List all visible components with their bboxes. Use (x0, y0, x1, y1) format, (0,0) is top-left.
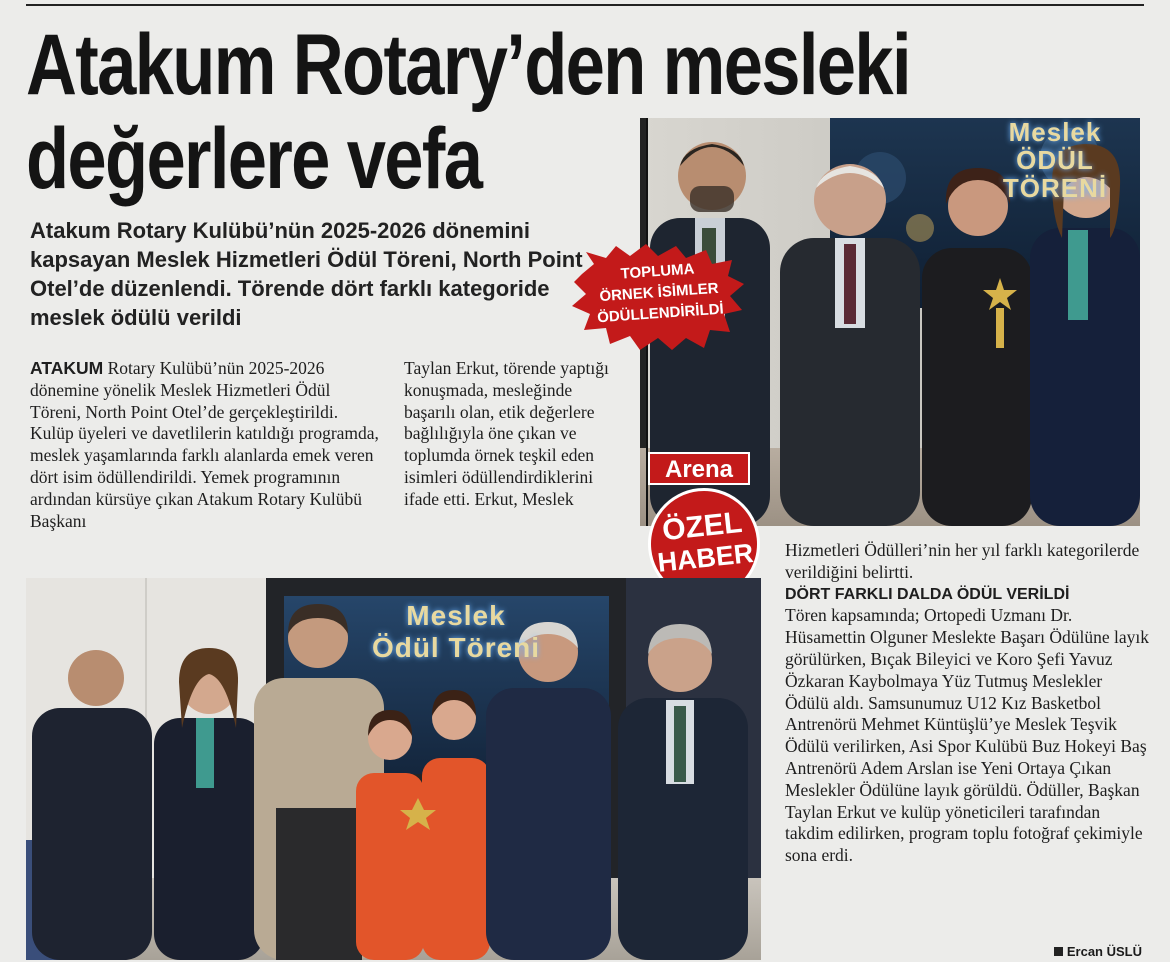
body-column-2-text: Taylan Erkut, törende yaptığı konuşmada, mesleğinde başarılı olan, etik değerlere bağlılığıyla öne çıkan ve toplumda örnek teşkil eden isimleri ödüllendirdiklerini ifade etti. Erkut, Meslek (404, 358, 609, 509)
photo1-screen-line1: Meslek (1008, 118, 1102, 147)
body-column-3-text: Tören kapsamında; Ortopedi Uzmanı Dr. Hüsamettin Olguner Meslekte Başarı Ödülüne layık görülürken, Bıçak Bileyici ve Koro Şefi Yavuz Özkaran Kaybolmaya Yüz Tutmuş Meslekler Ödülü aldı. Samsunumuz U12 Kız Basketbol Antrenörü Mehmet Küntüşlü’ye Meslek Teşvik Ödülü verilirken, Asi Spor Kulübü Buz Hokeyi Baş Antrenörü Adem Arslan ise Yeni Ortaya Çıkan Meslekler Ödülüne layık görüldü. Ödüller, Başkan Taylan Erkut ve kulüp yöneticileri tarafından takdim edilirken, program toplu fotoğraf çekimiyle sona erdi. (785, 605, 1150, 866)
byline-square-icon (1054, 947, 1063, 956)
body-column-1 (30, 358, 382, 532)
group-photo (26, 578, 761, 960)
section-subhead: DÖRT FARKLI DALDA ÖDÜL VERİLDİ (785, 585, 1070, 603)
body-column-1-text: Rotary Kulübü’nün 2025-2026 dönemine yönelik Meslek Hizmetleri Ödül Töreni, North Point Otel’de gerçekleştirildi. Kulüp üyeleri ve davetlilerin katıldığı programda, meslek yaşamlarında farklı alanlarda emek veren dört isim ödüllendirildi. Yemek programının ardından kürsüye çıkan Atakum Rotary Kulübü Başkanı (30, 358, 379, 531)
article-deck: Atakum Rotary Kulübü’nün 2025-2026 dönemini kapsayan Meslek Hizmetleri Ödül Töreni, North Point Otel’de düzenlendi. Törende dört farklı kategoride meslek ödülü verildi (30, 218, 583, 330)
byline-author: Ercan ÜSLÜ (1066, 944, 1142, 959)
top-rule (26, 4, 1144, 6)
headline-line-1: Atakum Rotary’den mesleki (26, 17, 910, 113)
body-column-2 (404, 358, 626, 511)
arena-label: Arena (648, 452, 750, 485)
ozel-line2: HABER (656, 537, 755, 578)
badge-line1: TOPLUMA (620, 260, 695, 283)
dateline: ATAKUM (30, 358, 104, 378)
body-column-3-intro: Hizmetleri Ödülleri’nin her yıl farklı kategorilerde verildiğini belirtti. (785, 540, 1140, 582)
photo1-screen-line2: ÖDÜL TÖRENİ (1002, 145, 1108, 203)
byline (1054, 944, 1142, 959)
callout-badge (572, 244, 746, 352)
body-column-3 (785, 540, 1150, 867)
badge-line3: ÖDÜLLENDİRİLDİ (596, 300, 725, 327)
headline-line-2: değerlere vefa (26, 111, 482, 207)
photo2-screen-line1: Meslek (406, 600, 506, 631)
photo2-screen-line2: Ödül Töreni (371, 632, 541, 663)
badge-line2: ÖRNEK İSİMLER (598, 279, 720, 306)
ozel-line1: ÖZEL (660, 506, 744, 548)
